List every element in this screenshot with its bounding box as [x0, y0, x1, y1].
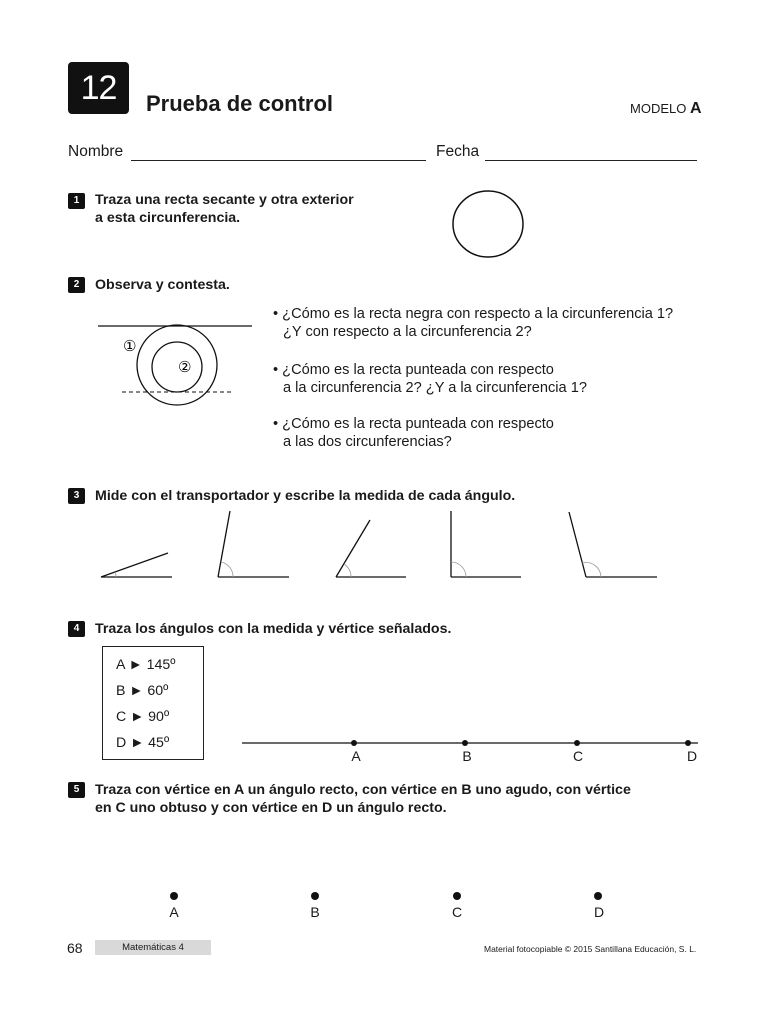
q1-circle	[453, 191, 523, 257]
question-2-number: 2	[68, 277, 85, 293]
q4-point-label-c: C	[572, 748, 584, 764]
q3-angle-5	[569, 512, 657, 577]
page-title: Prueba de control	[146, 91, 334, 116]
bullet-3-line2: a las dos circunferencias?	[283, 434, 452, 450]
bullet-1-line2: ¿Y con respecto a la circunferencia 2?	[283, 324, 532, 340]
copyright-notice: Material fotocopiable © 2015 Santillana Educación, S. L.	[484, 944, 697, 954]
q4-point-c	[574, 740, 580, 746]
q5-point-label-b: B	[310, 904, 320, 920]
question-1-line1: Traza una recta secante y otra exterior	[95, 192, 354, 208]
question-1-line2: a esta circunferencia.	[95, 210, 241, 226]
question-3-text: Mide con el transportador y escribe la medida de cada ángulo.	[95, 488, 516, 504]
q5-point-a	[170, 892, 178, 900]
bullet-2-line2: a la circunferencia 2? ¿Y a la circunferencia 1?	[283, 380, 587, 396]
name-label: Nombre	[68, 143, 124, 160]
q3-angle-3	[336, 520, 406, 577]
q5-point-label-c: C	[451, 904, 463, 920]
question-2-text: Observa y contesta.	[95, 277, 230, 293]
box-item-d: D ► 45º	[116, 735, 170, 751]
question-3-number: 3	[68, 488, 85, 504]
question-5-line1: Traza con vértice en A un ángulo recto, con vértice en B uno agudo, con vértice	[95, 782, 631, 798]
question-1-number: 1	[68, 193, 85, 209]
q4-point-d	[685, 740, 691, 746]
q2-circle-1	[137, 325, 217, 405]
box-item-c: C ► 90º	[116, 709, 170, 725]
question-5-number: 5	[68, 782, 85, 798]
q4-point-label-a: A	[351, 748, 361, 764]
page-number: 68	[67, 940, 83, 956]
bullet-3-line1: • ¿Cómo es la recta punteada con respecto	[273, 416, 554, 432]
model-label-text: MODELO	[630, 101, 687, 116]
q4-point-label-b: B	[462, 748, 472, 764]
q3-angle-2	[218, 511, 289, 577]
box-item-b: B ► 60º	[116, 683, 169, 699]
question-4-number: 4	[68, 621, 85, 637]
q5-point-d	[594, 892, 602, 900]
q5-point-label-d: D	[593, 904, 605, 920]
q5-point-c	[453, 892, 461, 900]
date-label: Fecha	[436, 143, 480, 160]
q2-circle-1-label: ①	[123, 337, 137, 355]
q3-angle-4	[451, 511, 521, 577]
box-item-a: A ► 145º	[116, 657, 176, 673]
bullet-1-line1: • ¿Cómo es la recta negra con respecto a la circunferencia 1?	[273, 306, 674, 322]
q5-point-label-a: A	[169, 904, 179, 920]
q5-point-b	[311, 892, 319, 900]
q2-circle-2	[152, 342, 202, 392]
question-4-text: Traza los ángulos con la medida y vértice señalados.	[95, 621, 452, 637]
model-letter: A	[689, 100, 702, 117]
q4-point-b	[462, 740, 468, 746]
unit-number-badge: 12	[68, 62, 129, 114]
q4-point-a	[351, 740, 357, 746]
q2-circle-2-label: ②	[178, 358, 192, 376]
subject-tag: Matemáticas 4	[95, 940, 211, 955]
q4-point-label-d: D	[686, 748, 698, 764]
question-5-line2: en C uno obtuso y con vértice en D un ángulo recto.	[95, 800, 447, 816]
q3-angle-1	[101, 553, 172, 577]
bullet-2-line1: • ¿Cómo es la recta punteada con respecto	[273, 362, 554, 378]
